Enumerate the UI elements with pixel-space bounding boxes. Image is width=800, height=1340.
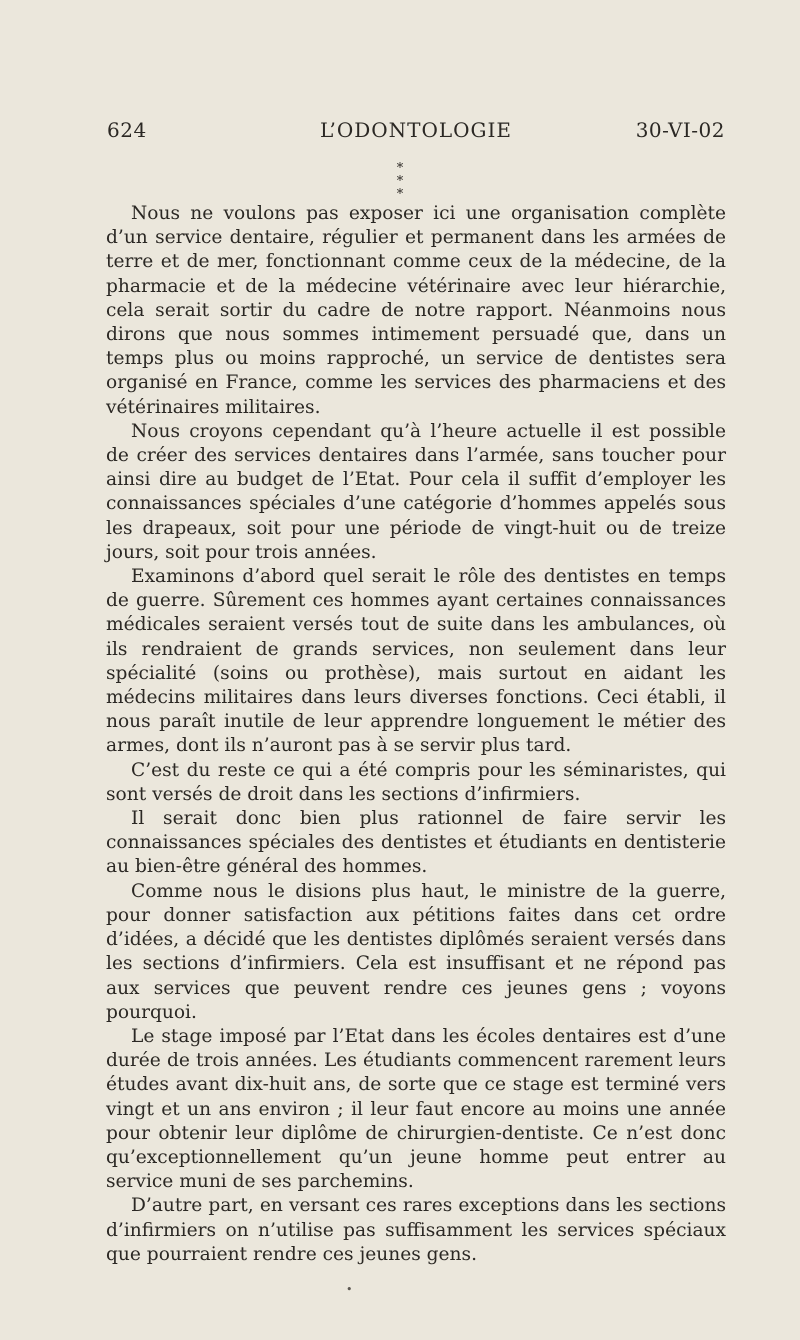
body-text [106,202,726,1267]
paragraph: Nous ne voulons pas exposer ici une organisation complète d’un service dentaire, régulier et permanent dans les armées de terre et de mer, fonctionnant comme ceux de la médecine, de la pharmacie et de la médecine vétérinaire avec leur hiérarchie, cela serait sortir du cadre de notre rapport. Néanmoins nous dirons que nous sommes intimement persuadé que, dans un temps plus ou moins rapproché, un service de dentistes sera organisé en France, comme les services des pharmaciens et des vétérinaires militaires. [106,203,726,418]
journal-title: L’ODONTOLOGIE [319,118,513,142]
issue-date: 30-VI-02 [635,118,725,142]
paragraph: D’autre part, en versant ces rares exceptions dans les sections d’infirmiers on n’utilise pas suffisamment les services spéciaux que pourraient rendre ces jeunes gens. [106,1195,726,1265]
paragraph: Examinons d’abord quel serait le rôle des dentistes en temps de guerre. Sûrement ces hommes ayant certaines connaissances médicales seraient versés tout de suite dans les ambulances, où ils rendraient de grands services, non seulement dans leur spécialité (soins ou prothèse), mais surtout en aidant les médecins militaires dans leurs diverses fonctions. Ceci établi, il nous paraît inutile de leur apprendre longuement le métier des armes, dont ils n’auront pas à se servir plus tard. [106,566,726,757]
paragraph: Il serait donc bien plus rationnel de faire servir les connaissances spéciales des dentistes et étudiants en dentisterie au bien-être général des hommes. [106,808,726,878]
asterism-top: * [396,161,404,176]
running-head [107,118,725,148]
printer-mark-icon: • [346,1283,353,1296]
paragraph: Comme nous le disions plus haut, le ministre de la guerre, pour donner satisfaction aux pétitions faites dans cet ordre d’idées, a décidé que les dentistes diplômés seraient versés dans les sections d’infirmiers. Cela est insuffisant et ne répond pas aux services que peuvent rendre ces jeunes gens ; voyons pourquoi. [106,880,726,1023]
paragraph: Nous croyons cependant qu’à l’heure actuelle il est possible de créer des services dentaires dans l’armée, sans toucher pour ainsi dire au budget de l’Etat. Pour cela il suffit d’employer les connaissances spéciales d’une catégorie d’hommes appelés sous les drapeaux, soit pour une période de vingt-huit ou de treize jours, soit pour trois années. [106,420,726,563]
asterism-bottom: * * [396,174,410,202]
page-number: 624 [107,118,147,142]
section-break-asterism [380,162,420,201]
paragraph: C’est du reste ce qui a été compris pour les séminaristes, qui sont versés de droit dans les sections d’infirmiers. [106,759,726,805]
paragraph: Le stage imposé par l’Etat dans les écoles dentaires est d’une durée de trois années. Les étudiants commencent rarement leurs études avant dix-huit ans, de sorte que ce stage est terminé vers vingt et un ans environ ; il leur faut encore au moins une année pour obtenir leur diplôme de chirurgien-dentiste. Ce n’est donc qu’exceptionnellement qu’un jeune homme peut entrer au service muni de ses parchemins. [106,1025,726,1193]
